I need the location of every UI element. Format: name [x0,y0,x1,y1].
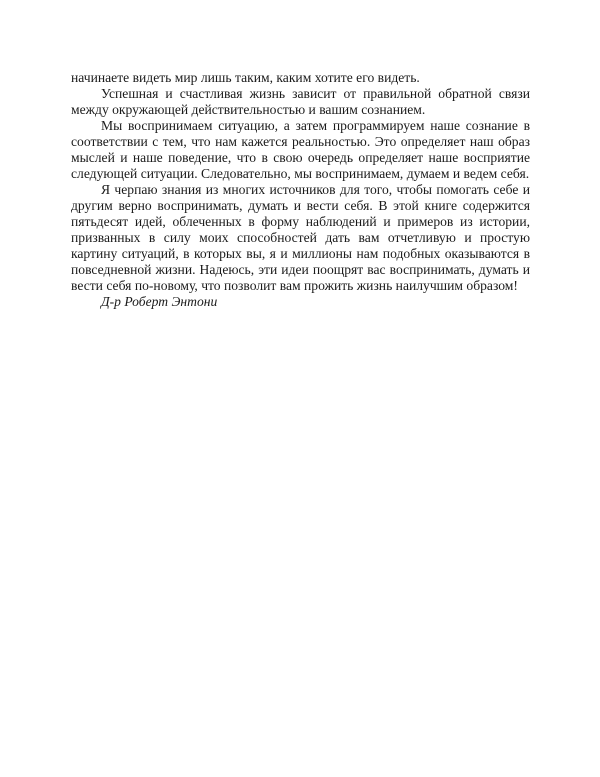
paragraph-successful-life: Успешная и счастливая жизнь зависит от правильной обратной связи между окружающей действительностью и вашим сознанием. [71,86,530,117]
document-page [71,70,530,310]
paragraph-perception: Мы воспринимаем ситуацию, а затем программируем наше сознание в соответствии с тем, что нам кажется реальностью. Это определяет наш образ мыслей и наше поведение, что в свою очередь определяет наше восприятие следующей ситуации. Следовательно, мы воспринимаем, думаем и ведем себя. [71,118,530,181]
author-signature: Д-р Роберт Энтони [101,294,218,309]
paragraph-book-ideas: Я черпаю знания из многих источников для того, чтобы помогать себе и другим верно воспринимать, думать и вести себя. В этой книге содержится пятьдесят идей, облеченных в форму наблюдений и примеров из истории, призванных в силу моих способностей дать вам отчетливую и простую картину ситуаций, в которых вы, я и миллионы нам подобных оказываются в повседневной жизни. Надеюсь, эти идеи поощрят вас воспринимать, думать и вести себя по-новому, что позволит вам прожить жизнь наилучшим образом! [71,182,530,293]
paragraph-continuation: начинаете видеть мир лишь таким, каким хотите его видеть. [71,70,420,85]
